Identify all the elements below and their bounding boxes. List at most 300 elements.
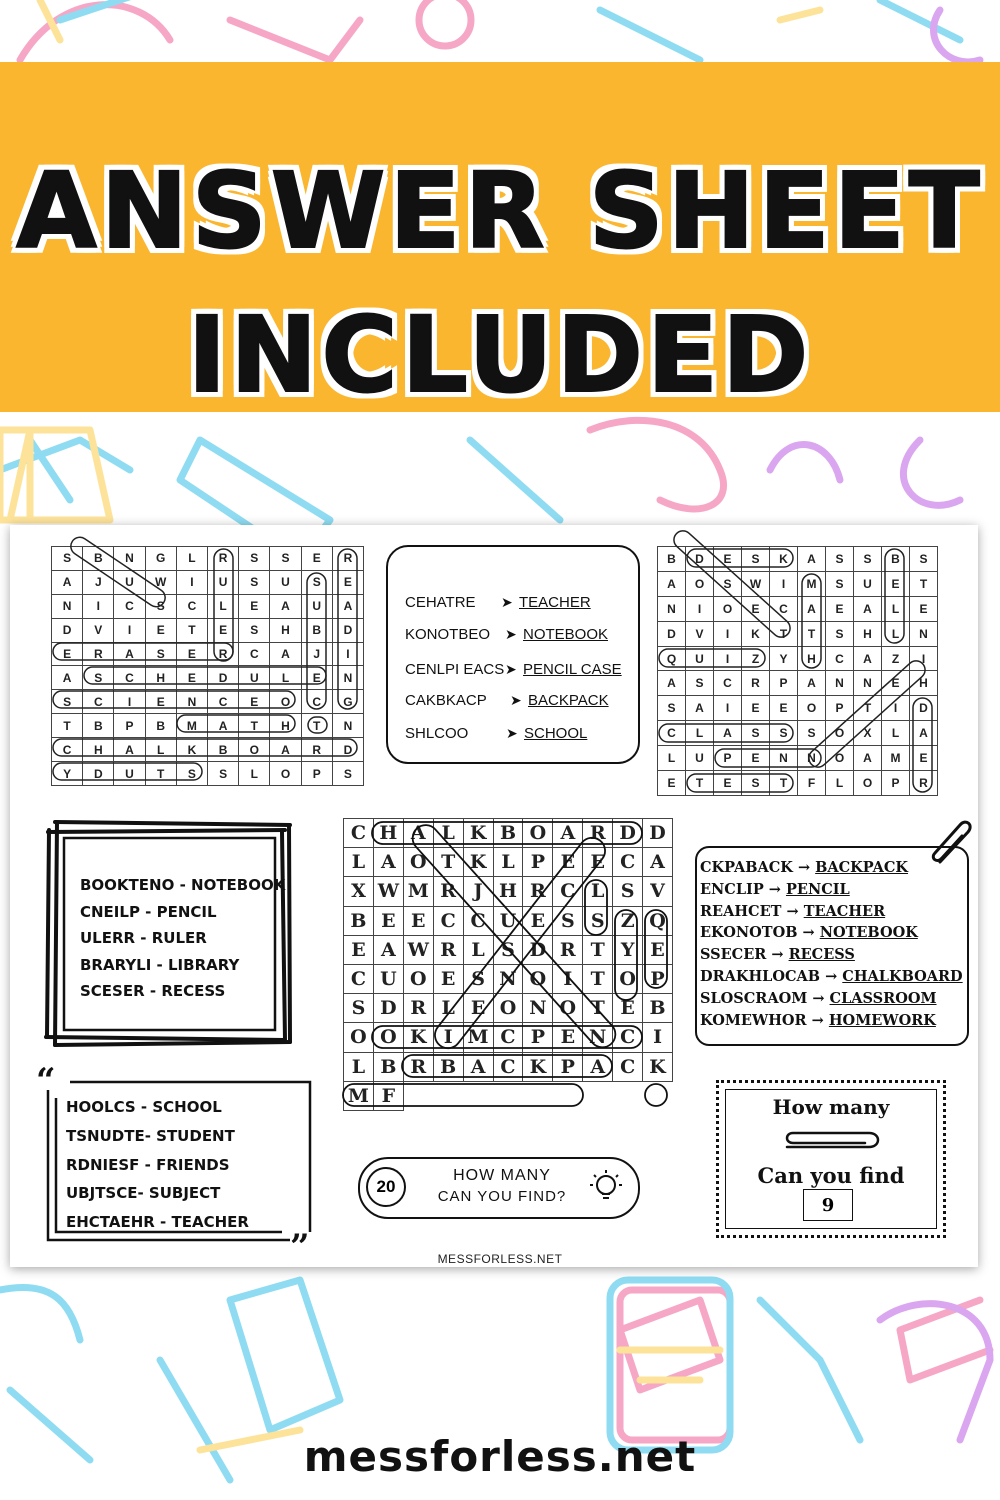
grid-cell: U <box>208 571 239 595</box>
grid-cell: U <box>686 746 714 771</box>
scramble-line: SLOSCRAOM → CLASSROOM <box>700 989 937 1007</box>
grid-cell: S <box>208 762 239 786</box>
grid-cell: S <box>239 571 270 595</box>
grid-cell: S <box>742 771 770 796</box>
grid-cell: P <box>643 965 673 994</box>
grid-cell: L <box>583 877 613 906</box>
grid-cell: P <box>770 671 798 696</box>
grid-cell: E <box>770 696 798 721</box>
grid-cell: N <box>854 671 882 696</box>
grid-cell: N <box>523 994 553 1023</box>
grid-cell: E <box>52 643 83 667</box>
grid-cell: X <box>344 877 374 906</box>
footer-website: messforless.net <box>303 1432 697 1481</box>
grid-cell: A <box>114 643 145 667</box>
grid-cell: E <box>613 994 643 1023</box>
grid-cell: O <box>798 696 826 721</box>
grid-cell: E <box>714 547 742 572</box>
grid-cell: A <box>553 819 583 848</box>
scramble-line: SCESER - RECESS <box>80 982 226 1000</box>
grid-cell: T <box>239 714 270 738</box>
grid-cell: S <box>826 572 854 597</box>
grid-cell: R <box>333 547 364 571</box>
grid-cell: K <box>177 738 208 762</box>
grid-cell: B <box>374 1053 404 1082</box>
sheet-website: MESSFORLESS.NET <box>437 1252 563 1266</box>
scramble-line: HOOLCS - SCHOOL <box>66 1098 222 1116</box>
scramble-line: EKONOTOB → NOTEBOOK <box>700 924 918 942</box>
count-badge: 20 <box>366 1167 406 1207</box>
grid-cell: E <box>826 597 854 622</box>
grid-cell: K <box>643 1053 673 1082</box>
grid-cell: S <box>770 721 798 746</box>
grid-cell: S <box>658 696 686 721</box>
scramble-line: CKPABACK → BACKPACK <box>700 859 909 876</box>
banner-title-line-2: INCLUDED <box>187 294 813 416</box>
counter-line-1: HOW MANY <box>453 1167 551 1184</box>
arrow-icon: ➤ <box>505 626 517 642</box>
grid-cell: N <box>333 666 364 690</box>
grid-cell: U <box>114 571 145 595</box>
scramble-line: BOOKTENO - NOTEBOOK <box>80 876 286 894</box>
grid-cell: P <box>302 762 333 786</box>
arrow-icon: ➤ <box>505 661 517 677</box>
scramble-list-3 <box>66 1093 249 1237</box>
grid-cell: D <box>52 619 83 643</box>
banner-title-line-1: ANSWER SHEET <box>16 150 984 272</box>
grid-cell: S <box>854 547 882 572</box>
grid-cell: S <box>553 907 583 936</box>
grid-cell: P <box>553 1053 583 1082</box>
grid-cell: A <box>270 595 301 619</box>
grid-cell: E <box>643 936 673 965</box>
grid-cell: D <box>658 622 686 647</box>
grid-cell: S <box>52 690 83 714</box>
grid-cell: N <box>494 965 524 994</box>
grid-cell: B <box>643 994 673 1023</box>
scramble-line: BRARYLI - LIBRARY <box>80 955 240 974</box>
grid-cell: D <box>613 819 643 848</box>
scrambled-word: CAKBKACP <box>405 692 487 709</box>
grid-cell: S <box>910 547 938 572</box>
grid-cell: E <box>714 771 742 796</box>
grid-cell: T <box>686 771 714 796</box>
grid-cell: W <box>374 877 404 906</box>
scramble-line: EHCTAEHR - TEACHER <box>66 1213 249 1232</box>
stamp-line-1: How many <box>772 1095 890 1119</box>
arrow-icon: ➤ <box>501 594 513 610</box>
grid-cell: C <box>344 965 374 994</box>
scrambled-word: SHLCOO <box>405 725 469 742</box>
grid-cell: L <box>882 721 910 746</box>
grid-cell: U <box>270 571 301 595</box>
grid-cell: A <box>854 647 882 672</box>
grid-cell: O <box>270 762 301 786</box>
grid-cell: H <box>83 738 114 762</box>
grid-cell: T <box>434 848 464 877</box>
grid-cell: T <box>770 771 798 796</box>
solution-word: SCHOOL <box>524 725 588 742</box>
grid-cell: E <box>658 771 686 796</box>
arrow-icon: ➤ <box>506 725 518 741</box>
grid-cell: A <box>404 819 434 848</box>
grid-cell: C <box>494 1053 524 1082</box>
grid-cell: E <box>239 595 270 619</box>
grid-cell: Q <box>658 647 686 672</box>
grid-cell: D <box>83 762 114 786</box>
grid-cell: M <box>344 1082 374 1111</box>
grid-cell: P <box>114 714 145 738</box>
scramble-line: SSECER → RECESS <box>700 946 855 964</box>
grid-cell: E <box>553 1023 583 1052</box>
grid-cell: H <box>798 647 826 672</box>
grid-cell: L <box>686 721 714 746</box>
grid-cell: R <box>910 771 938 796</box>
grid-cell: S <box>742 547 770 572</box>
grid-cell: L <box>658 746 686 771</box>
grid-cell: A <box>854 746 882 771</box>
grid-cell: P <box>523 1023 553 1052</box>
grid-cell: N <box>658 597 686 622</box>
scramble-line: DRAKHLOCAB → CHALKBOARD <box>700 967 963 985</box>
grid-cell: E <box>302 666 333 690</box>
grid-cell: E <box>302 547 333 571</box>
grid-cell: M <box>404 877 434 906</box>
grid-cell: B <box>83 547 114 571</box>
grid-cell: O <box>854 771 882 796</box>
grid-cell: S <box>583 907 613 936</box>
grid-cell: S <box>239 619 270 643</box>
grid-cell: L <box>270 666 301 690</box>
grid-cell: K <box>770 547 798 572</box>
grid-cell: E <box>146 619 177 643</box>
grid-cell: A <box>686 696 714 721</box>
grid-cell: O <box>826 746 854 771</box>
grid-cell: X <box>854 721 882 746</box>
grid-cell: O <box>404 965 434 994</box>
grid-cell: E <box>239 690 270 714</box>
grid-cell: T <box>146 762 177 786</box>
stamp-count: 9 <box>803 1189 853 1221</box>
grid-cell: E <box>882 572 910 597</box>
grid-cell: D <box>333 738 364 762</box>
grid-cell: B <box>146 714 177 738</box>
solution-word: NOTEBOOK <box>523 626 609 643</box>
grid-cell: B <box>83 714 114 738</box>
grid-cell: A <box>910 721 938 746</box>
grid-cell: I <box>714 647 742 672</box>
grid-cell: A <box>583 1053 613 1082</box>
grid-cell: B <box>344 907 374 936</box>
grid-cell: I <box>83 595 114 619</box>
grid-cell: R <box>83 643 114 667</box>
arrow-icon: ➤ <box>510 692 522 708</box>
grid-cell: N <box>333 714 364 738</box>
grid-cell: O <box>494 994 524 1023</box>
grid-cell: M <box>798 572 826 597</box>
grid-cell: I <box>553 965 583 994</box>
scramble-line: UBJTSCE- SUBJECT <box>66 1184 221 1203</box>
word-search-grid-3 <box>343 818 673 1111</box>
grid-cell: D <box>208 666 239 690</box>
grid-cell: P <box>826 696 854 721</box>
grid-cell: E <box>910 597 938 622</box>
grid-cell: O <box>270 690 301 714</box>
grid-cell: E <box>583 848 613 877</box>
grid-cell: J <box>464 877 494 906</box>
grid-cell: L <box>434 994 464 1023</box>
grid-cell: B <box>494 819 524 848</box>
grid-cell: R <box>208 547 239 571</box>
open-quote-icon: “ <box>36 1061 56 1101</box>
solution-word: PENCIL CASE <box>523 661 622 678</box>
grid-cell: E <box>208 619 239 643</box>
stamp-line-2: Can you find <box>757 1163 905 1188</box>
grid-cell: L <box>882 622 910 647</box>
grid-cell: R <box>404 1053 434 1082</box>
grid-cell: S <box>714 572 742 597</box>
grid-cell: C <box>239 643 270 667</box>
grid-cell: G <box>146 547 177 571</box>
grid-cell: L <box>239 762 270 786</box>
grid-cell: A <box>464 1053 494 1082</box>
grid-cell: H <box>854 622 882 647</box>
grid-cell: S <box>177 762 208 786</box>
grid-cell: W <box>742 572 770 597</box>
grid-cell: E <box>464 994 494 1023</box>
grid-cell: A <box>374 936 404 965</box>
grid-cell: P <box>714 746 742 771</box>
grid-cell: O <box>613 965 643 994</box>
grid-cell: H <box>494 877 524 906</box>
grid-cell: L <box>882 597 910 622</box>
grid-cell: U <box>686 647 714 672</box>
grid-cell: E <box>177 666 208 690</box>
grid-cell: D <box>523 936 553 965</box>
grid-cell: W <box>404 936 434 965</box>
grid-cell: H <box>270 714 301 738</box>
stamp-counter <box>716 1080 946 1238</box>
grid-cell: O <box>686 572 714 597</box>
grid-cell: T <box>52 714 83 738</box>
grid-cell: I <box>114 619 145 643</box>
grid-cell: E <box>333 571 364 595</box>
grid-cell: O <box>553 994 583 1023</box>
grid-cell: S <box>52 547 83 571</box>
grid-cell: O <box>714 597 742 622</box>
grid-cell: B <box>208 738 239 762</box>
grid-cell: C <box>613 1023 643 1052</box>
scramble-line: CNEILP - PENCIL <box>80 902 217 921</box>
grid-cell: A <box>714 721 742 746</box>
grid-cell: V <box>83 619 114 643</box>
grid-cell: I <box>333 643 364 667</box>
grid-cell: U <box>494 907 524 936</box>
grid-cell: C <box>494 1023 524 1052</box>
grid-cell: T <box>177 619 208 643</box>
grid-cell: R <box>553 936 583 965</box>
grid-cell: I <box>643 1023 673 1052</box>
paperclip-icon <box>777 1127 887 1155</box>
grid-cell: N <box>52 595 83 619</box>
grid-cell: P <box>882 771 910 796</box>
grid-cell: R <box>742 671 770 696</box>
grid-cell: J <box>302 643 333 667</box>
solution-word: TEACHER <box>519 594 591 611</box>
grid-cell: Y <box>52 762 83 786</box>
grid-cell: B <box>434 1053 464 1082</box>
grid-cell: L <box>826 771 854 796</box>
grid-cell: J <box>83 571 114 595</box>
grid-cell: C <box>613 1053 643 1082</box>
grid-cell: E <box>742 746 770 771</box>
grid-cell: O <box>523 819 553 848</box>
grid-cell: S <box>798 721 826 746</box>
grid-cell: S <box>270 547 301 571</box>
grid-cell: A <box>643 848 673 877</box>
grid-cell: K <box>404 1023 434 1052</box>
grid-cell: S <box>826 547 854 572</box>
grid-cell: R <box>208 643 239 667</box>
scramble-line: ULERR - RULER <box>80 929 207 947</box>
grid-cell: S <box>333 762 364 786</box>
grid-cell: R <box>302 738 333 762</box>
grid-cell: O <box>239 738 270 762</box>
grid-cell: M <box>882 746 910 771</box>
grid-cell: T <box>798 622 826 647</box>
grid-cell: R <box>583 819 613 848</box>
grid-cell: M <box>177 714 208 738</box>
grid-cell: A <box>374 848 404 877</box>
grid-cell: H <box>270 619 301 643</box>
grid-cell: L <box>344 1053 374 1082</box>
scramble-line: ENCLIP → PENCIL <box>700 880 850 898</box>
grid-cell: S <box>344 994 374 1023</box>
grid-cell: M <box>464 1023 494 1052</box>
grid-cell: I <box>686 597 714 622</box>
grid-cell: C <box>613 848 643 877</box>
scramble-line: KOMEWHOR → HOMEWORK <box>700 1011 936 1029</box>
grid-cell: F <box>374 1082 404 1111</box>
grid-cell: O <box>826 721 854 746</box>
grid-cell: S <box>146 643 177 667</box>
grid-cell: S <box>146 595 177 619</box>
grid-cell: A <box>208 714 239 738</box>
grid-cell: T <box>770 622 798 647</box>
grid-cell: N <box>798 746 826 771</box>
counter-line-2: CAN YOU FIND? <box>437 1188 567 1205</box>
grid-cell: U <box>374 965 404 994</box>
grid-cell: K <box>742 622 770 647</box>
grid-cell: A <box>798 671 826 696</box>
grid-cell: D <box>686 547 714 572</box>
grid-cell: B <box>302 619 333 643</box>
grid-cell: L <box>434 819 464 848</box>
grid-cell: T <box>583 965 613 994</box>
grid-cell: L <box>146 738 177 762</box>
grid-cell: U <box>239 666 270 690</box>
grid-cell: U <box>302 595 333 619</box>
grid-cell: C <box>114 666 145 690</box>
grid-cell: Z <box>742 647 770 672</box>
grid-cell: U <box>854 572 882 597</box>
scramble-list-4 <box>700 857 963 1031</box>
grid-cell: C <box>714 671 742 696</box>
grid-cell: H <box>374 819 404 848</box>
grid-cell: Z <box>613 907 643 936</box>
grid-cell: E <box>146 690 177 714</box>
grid-cell: A <box>854 597 882 622</box>
grid-cell: C <box>434 907 464 936</box>
grid-cell: H <box>910 671 938 696</box>
grid-cell: Z <box>882 647 910 672</box>
grid-cell: E <box>523 907 553 936</box>
grid-cell: Y <box>770 647 798 672</box>
grid-cell: E <box>404 907 434 936</box>
grid-cell: O <box>523 965 553 994</box>
grid-cell: N <box>826 671 854 696</box>
grid-cell: C <box>553 877 583 906</box>
grid-cell: R <box>434 877 464 906</box>
grid-cell: K <box>464 848 494 877</box>
grid-cell: E <box>910 746 938 771</box>
grid-cell: V <box>686 622 714 647</box>
grid-cell: B <box>658 547 686 572</box>
grid-cell: I <box>714 696 742 721</box>
grid-cell: A <box>658 572 686 597</box>
grid-cell: K <box>523 1053 553 1082</box>
grid-cell: A <box>52 666 83 690</box>
grid-cell: I <box>882 696 910 721</box>
grid-cell: S <box>494 936 524 965</box>
word-search-grid-2 <box>657 546 938 796</box>
grid-cell: C <box>658 721 686 746</box>
grid-cell: I <box>714 622 742 647</box>
grid-cell: A <box>798 597 826 622</box>
grid-cell: T <box>583 936 613 965</box>
grid-cell: W <box>146 571 177 595</box>
grid-cell: L <box>208 595 239 619</box>
grid-cell: A <box>114 738 145 762</box>
grid-cell: A <box>52 571 83 595</box>
grid-cell: H <box>146 666 177 690</box>
grid-cell: L <box>344 848 374 877</box>
grid-cell: I <box>114 690 145 714</box>
grid-cell: F <box>798 771 826 796</box>
grid-cell: N <box>583 1023 613 1052</box>
grid-cell: S <box>239 547 270 571</box>
grid-cell: E <box>374 907 404 936</box>
grid-cell: E <box>177 643 208 667</box>
grid-cell: I <box>770 572 798 597</box>
grid-cell: E <box>434 965 464 994</box>
grid-cell: S <box>742 721 770 746</box>
grid-cell: E <box>553 848 583 877</box>
grid-cell: S <box>613 877 643 906</box>
grid-cell: T <box>910 572 938 597</box>
grid-cell: K <box>464 819 494 848</box>
grid-cell: C <box>83 690 114 714</box>
grid-cell: Y <box>613 936 643 965</box>
grid-cell: I <box>177 571 208 595</box>
scrambled-word: CEHATRE <box>405 594 476 611</box>
grid-cell: T <box>583 994 613 1023</box>
grid-cell: S <box>302 571 333 595</box>
grid-cell: C <box>177 595 208 619</box>
scramble-line: RDNIESF - FRIENDS <box>66 1155 230 1174</box>
solution-word: BACKPACK <box>528 692 609 709</box>
grid-cell: E <box>344 936 374 965</box>
